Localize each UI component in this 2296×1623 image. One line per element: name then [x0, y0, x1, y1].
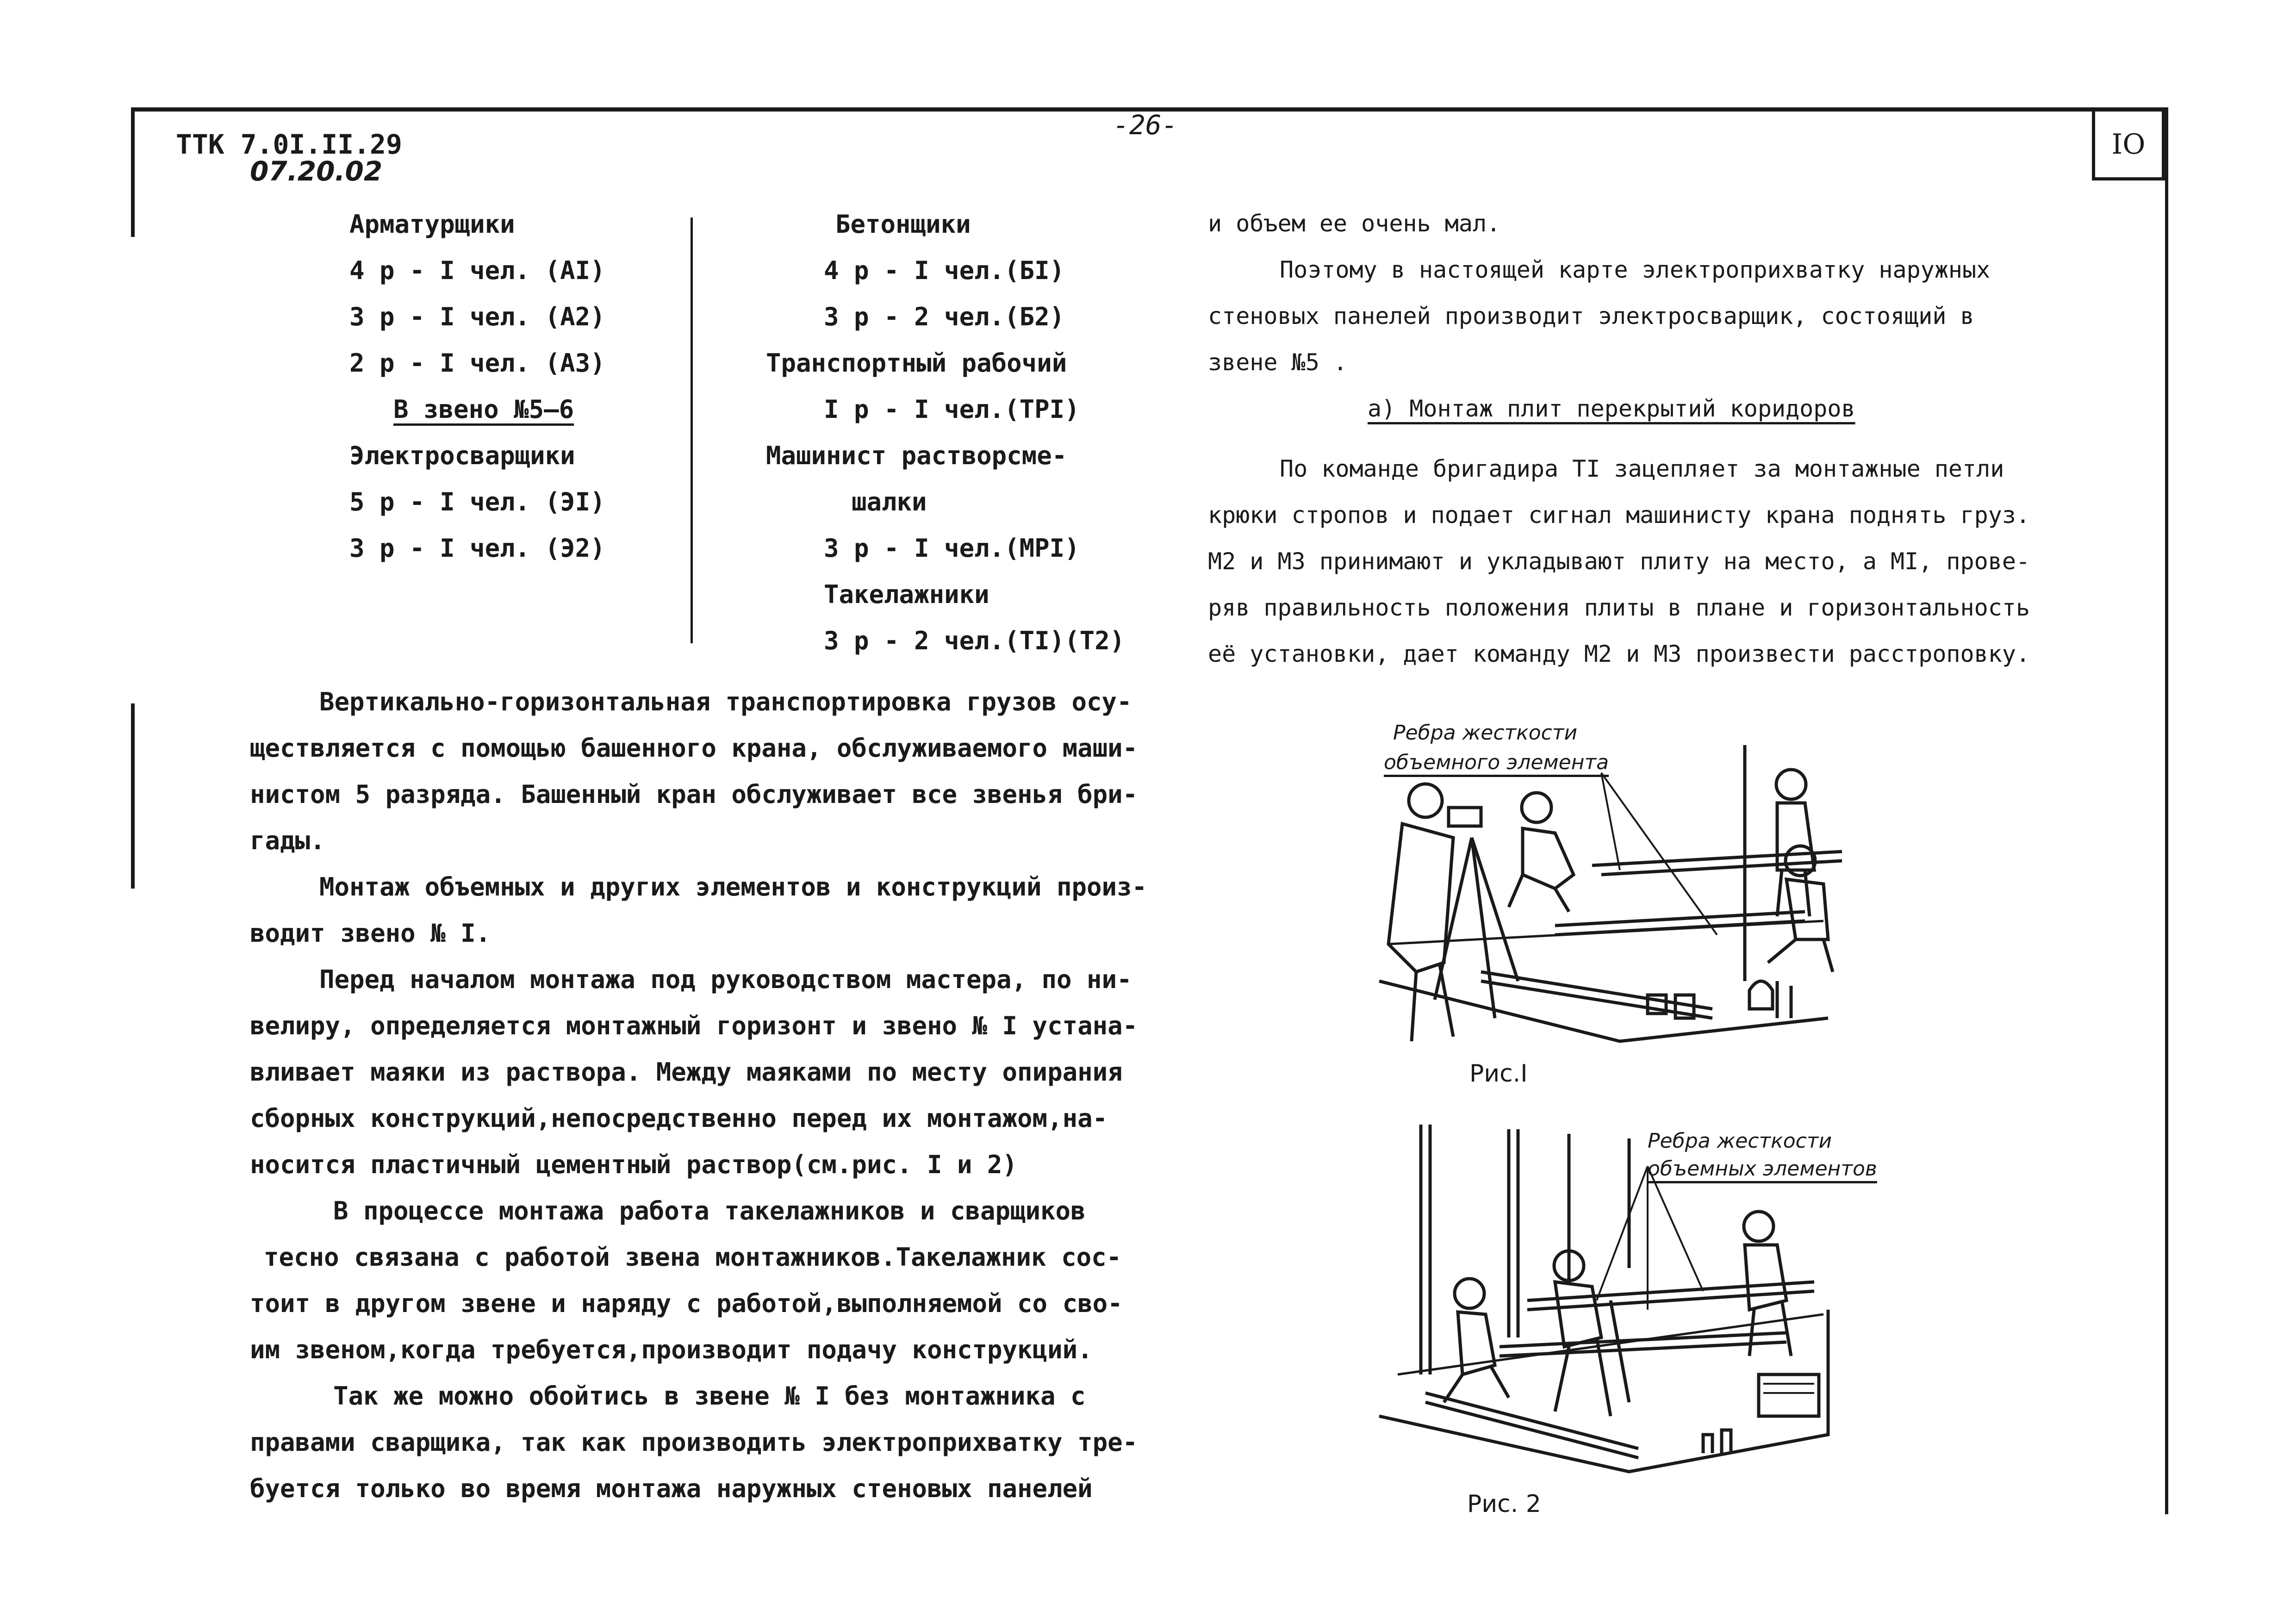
figure-2-annotation-line-1: Ребра жесткости — [1648, 1129, 1832, 1153]
crew-rebar-line: 4 р - I чел. (АI) — [349, 256, 605, 285]
body-line: Перед началом монтажа под руководством мастера, по ни- — [319, 965, 1132, 994]
crew-welder-line: 5 р - I чел. (ЭI) — [349, 487, 605, 516]
crew-transport-title: Транспортный рабочий — [766, 348, 1067, 378]
body-line: нистом 5 разряда. Башенный кран обслуживает все звенья бри- — [250, 780, 1138, 809]
body-line: буется только во время монтажа наружных стеновых панелей — [250, 1474, 1093, 1503]
body-line: крюки стропов и подает сигнал машинисту крана поднять груз. — [1208, 502, 2030, 529]
document-code-secondary: 07.20.02 — [250, 155, 383, 187]
figure-1-illustration — [1361, 722, 1860, 1083]
body-line: гады. — [250, 826, 325, 855]
crew-mixer-title-cont: шалки — [852, 487, 927, 516]
body-line: По команде бригадира ТI зацепляет за монтажные петли — [1280, 455, 2004, 482]
body-line: ществляется с помощью башенного крана, обслуживаемого маши- — [250, 734, 1138, 763]
crew-concrete-line: 3 р - 2 чел.(Б2) — [824, 302, 1065, 331]
crew-welder-title: Электросварщики — [349, 441, 575, 470]
crew-column-divider — [691, 218, 693, 643]
crew-concrete-title: Бетонщики — [835, 210, 971, 239]
crew-welder-line: 3 р - I чел. (Э2) — [349, 534, 605, 563]
body-line: им звеном,когда требуется,производит подачу конструкций. — [250, 1335, 1093, 1364]
figure-1-annotation-line-1: Ребра жесткости — [1393, 721, 1578, 745]
sheet-number-box — [2092, 111, 2165, 180]
body-line: М2 и М3 принимают и укладывают плиту на место, а МI, прове- — [1208, 548, 2030, 575]
sheet-number: IO — [2111, 128, 2146, 161]
crew-mixer-title: Машинист растворсме- — [766, 441, 1067, 470]
figure-2-annotation-line-2: объемных элементов — [1648, 1157, 1877, 1181]
crew-rigger-title: Такелажники — [824, 580, 989, 609]
figure-1-annotation-line-2: объемного элемента — [1384, 751, 1609, 774]
body-line: вливает маяки из раствора. Между маяками по месту опирания — [250, 1057, 1123, 1087]
body-line: звене №5 . — [1208, 349, 1348, 376]
crew-rebar-line: 2 р - I чел. (А3) — [349, 348, 605, 378]
body-line: Так же можно обойтись в звене № I без монтажника с — [333, 1381, 1086, 1411]
body-line: Монтаж объемных и других элементов и конструкций произ- — [319, 872, 1147, 902]
page-number: -26- — [1113, 109, 1178, 141]
body-line: стеновых панелей производит электросварщик, состоящий в — [1208, 303, 1974, 330]
crew-rebar-line: 3 р - I чел. (А2) — [349, 302, 605, 331]
frame-left-border-lower — [131, 703, 135, 889]
document-code: ТТК 7.0I.II.29 — [176, 129, 402, 160]
body-line: тоит в другом звене и наряду с работой,выполняемой со сво- — [250, 1289, 1123, 1318]
body-line: тесно связана с работой звена монтажников.Такелажник сос- — [264, 1243, 1122, 1272]
frame-left-border — [131, 107, 135, 237]
crew-rigger-line: 3 р - 2 чел.(ТI)(Т2) — [824, 626, 1125, 655]
body-line: сборных конструкций,непосредственно перед их монтажом,на- — [250, 1104, 1108, 1133]
crew-concrete-line: 4 р - I чел.(БI) — [824, 256, 1065, 285]
figure-2-caption: Рис. 2 — [1467, 1490, 1541, 1518]
body-line: носится пластичный цементный раствор(см.рис. I и 2) — [250, 1150, 1018, 1179]
body-line: Вертикально-горизонтальная транспортировка грузов осу- — [319, 687, 1132, 716]
crew-mixer-line: 3 р - I чел.(МРI) — [824, 534, 1080, 563]
figure-1-caption: Рис.I — [1469, 1060, 1528, 1088]
crew-transport-line: I р - I чел.(ТРI) — [824, 395, 1080, 424]
body-line: Поэтому в настоящей карте электроприхватку наружных — [1280, 256, 1991, 283]
body-line: В процессе монтажа работа такелажников и сварщиков — [333, 1196, 1086, 1225]
body-line: и объем ее очень мал. — [1208, 210, 1501, 237]
section-heading: а) Монтаж плит перекрытий коридоров — [1368, 395, 1855, 422]
body-line: правами сварщика, так как производить электроприхватку тре- — [250, 1428, 1138, 1457]
crew-link-heading: В звено №5–6 — [393, 395, 574, 424]
body-line: водит звено № I. — [250, 919, 491, 948]
body-line: её установки, дает команду М2 и М3 произвести расстроповку. — [1208, 640, 2030, 667]
frame-right-border — [2165, 107, 2168, 1514]
body-line: велиру, определяется монтажный горизонт и звено № I устана- — [250, 1011, 1138, 1040]
body-line: ряв правильность положения плиты в плане и горизонтальность — [1208, 594, 2030, 621]
crew-rebar-title: Арматурщики — [349, 210, 515, 239]
